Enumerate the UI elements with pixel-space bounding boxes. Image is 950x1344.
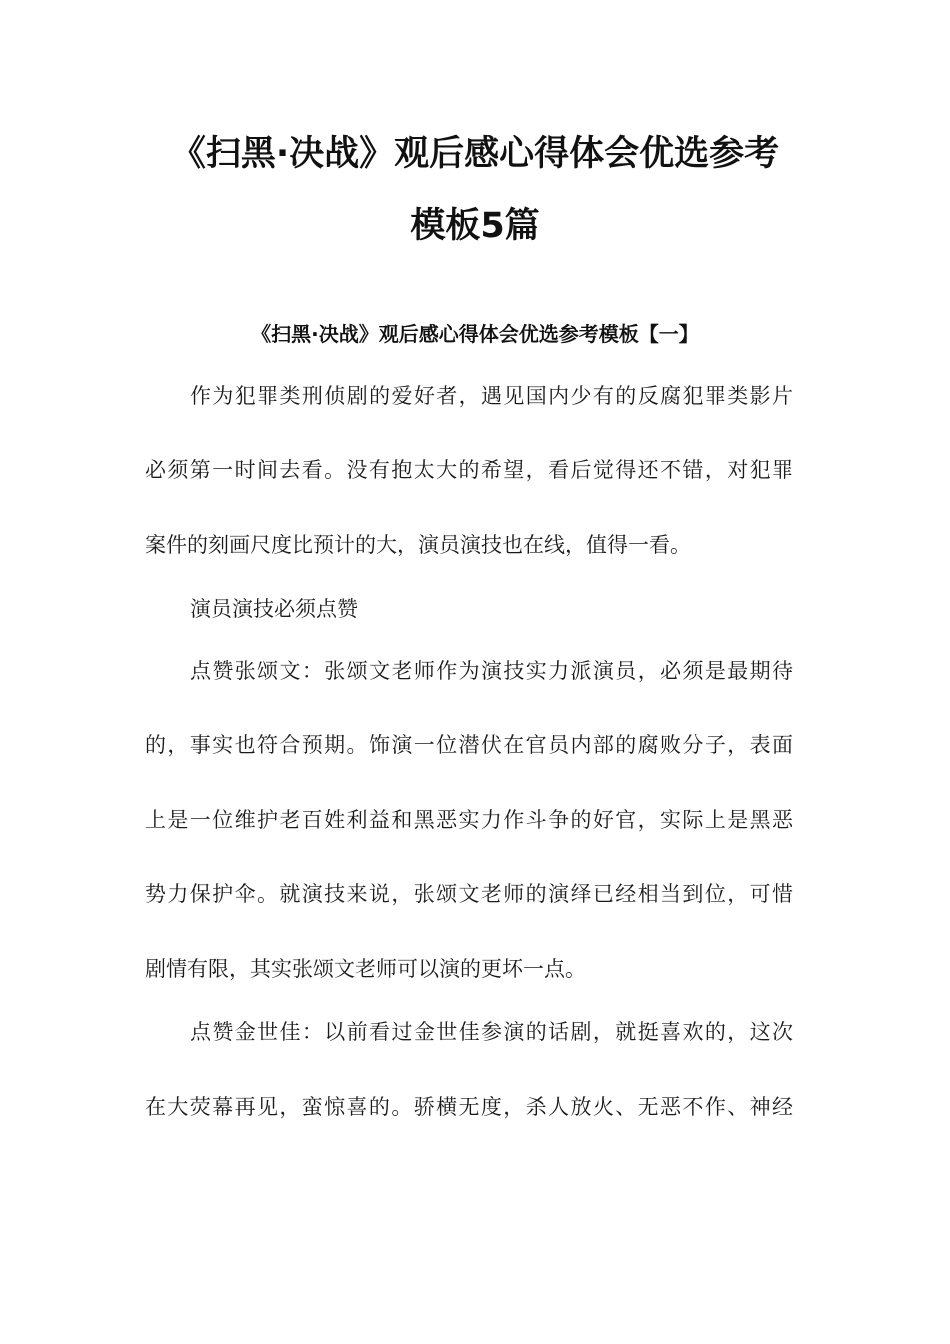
section-heading: 《扫黑·决战》观后感心得体会优选参考模板【一】 [251, 322, 699, 346]
document-title-line-2: 模板5篇 [410, 206, 540, 246]
body-line-9: 剧情有限，其实张颂文老师可以演的更坏一点。 [145, 957, 586, 981]
body-line-4: 演员演技必须点赞 [190, 597, 358, 621]
body-line-1: 作为犯罪类刑侦剧的爱好者，遇见国内少有的反腐犯罪类影片 [190, 384, 793, 408]
body-line-2: 必须第一时间去看。没有抱太大的希望，看后觉得还不错，对犯罪 [145, 458, 793, 482]
document-title-line-1: 《扫黑·决战》观后感心得体会优选参考 [170, 134, 780, 174]
body-line-11: 在大荧幕再见，蛮惊喜的。骄横无度，杀人放火、无恶不作、神经 [145, 1095, 793, 1119]
body-line-7: 上是一位维护老百姓利益和黑恶实力作斗争的好官，实际上是黑恶 [145, 808, 793, 832]
body-line-3: 案件的刻画尺度比预计的大，演员演技也在线，值得一看。 [145, 533, 691, 557]
body-line-8: 势力保护伞。就演技来说，张颂文老师的演绎已经相当到位，可惜 [145, 882, 793, 906]
body-line-6: 的，事实也符合预期。饰演一位潜伏在官员内部的腐败分子，表面 [145, 733, 793, 757]
body-line-10: 点赞金世佳：以前看过金世佳参演的话剧，就挺喜欢的，这次 [190, 1020, 793, 1044]
body-line-5: 点赞张颂文：张颂文老师作为演技实力派演员，必须是最期待 [190, 659, 793, 683]
